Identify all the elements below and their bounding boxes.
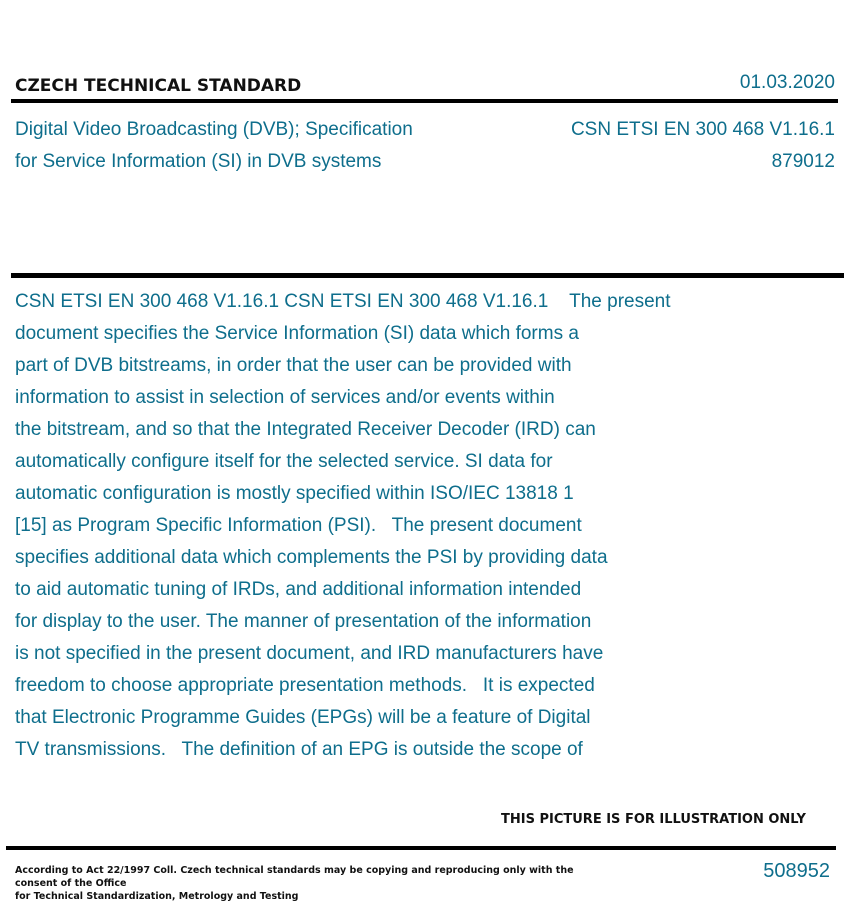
abstract-line: TV transmissions. The definition of an EPG is outside the scope of xyxy=(15,739,583,760)
legal-line: for Technical Standardization, Metrology and Testing xyxy=(15,891,299,902)
footer-rule xyxy=(6,846,836,850)
legal-line: According to Act 22/1997 Coll. Czech technical standards may be copying and reproducing only with the consent of the Office xyxy=(15,865,574,889)
legal-notice xyxy=(15,864,585,903)
abstract-line: automatically configure itself for the selected service. SI data for xyxy=(15,451,553,472)
header-rule xyxy=(11,99,838,103)
standard-title xyxy=(15,114,413,178)
illustration-note: THIS PICTURE IS FOR ILLUSTRATION ONLY xyxy=(501,812,806,827)
abstract-line: that Electronic Programme Guides (EPGs) will be a feature of Digital xyxy=(15,707,591,728)
abstract-line: [15] as Program Specific Information (PSI). The present document xyxy=(15,515,582,536)
abstract-line: the bitstream, and so that the Integrated Receiver Decoder (IRD) can xyxy=(15,419,596,440)
abstract-line: information to assist in selection of services and/or events within xyxy=(15,387,555,408)
designation: CSN ETSI EN 300 468 V1.16.1 xyxy=(570,119,835,140)
standard-code xyxy=(571,114,835,178)
abstract-line: automatic configuration is mostly specified within ISO/IEC 13818 1 xyxy=(15,483,574,504)
class-number: 879012 xyxy=(771,151,835,172)
abstract-line: is not specified in the present document, and IRD manufacturers have xyxy=(15,643,604,664)
abstract-line: CSN ETSI EN 300 468 V1.16.1 CSN ETSI EN 300 468 V1.16.1 The present xyxy=(15,291,671,312)
abstract-line: to aid automatic tuning of IRDs, and additional information intended xyxy=(15,579,582,600)
title-line: for Service Information (SI) in DVB systems xyxy=(15,151,382,172)
publication-date: 01.03.2020 xyxy=(739,72,835,93)
abstract-line: part of DVB bitstreams, in order that the user can be provided with xyxy=(15,355,572,376)
document-number: 508952 xyxy=(763,860,830,882)
title-line: Digital Video Broadcasting (DVB); Specification xyxy=(15,119,413,140)
section-rule xyxy=(11,273,844,278)
abstract-text xyxy=(15,286,775,766)
abstract-line: specifies additional data which complements the PSI by providing data xyxy=(15,547,608,568)
abstract-line: freedom to choose appropriate presentation methods. It is expected xyxy=(15,675,595,696)
standard-label: CZECH TECHNICAL STANDARD xyxy=(15,76,302,96)
abstract-line: document specifies the Service Information (SI) data which forms a xyxy=(15,323,579,344)
abstract-line: for display to the user. The manner of presentation of the information xyxy=(15,611,592,632)
